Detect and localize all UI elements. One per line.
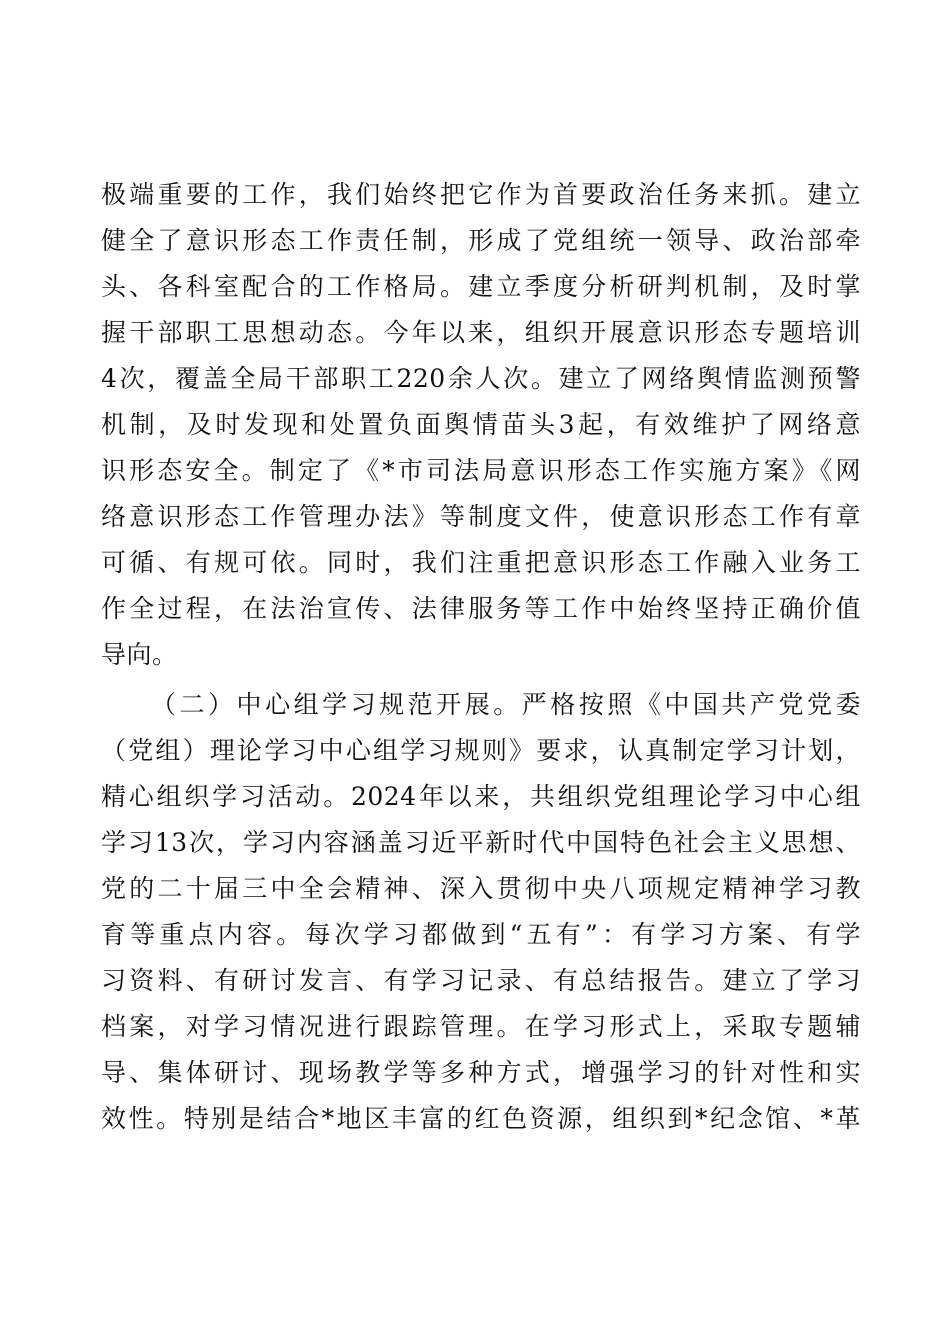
paragraph-2-line: （党组）理论学习中心组学习规则》要求，认真制定学习计划， [101, 736, 861, 765]
paragraph-1-line: 4次，覆盖全局干部职工220余人次。建立了网络舆情监测预警 [101, 364, 861, 393]
paragraph-2-line: 档案，对学习情况进行跟踪管理。在学习形式上，采取专题辅 [101, 1012, 861, 1041]
paragraph-2-line: 党的二十届三中全会精神、深入贯彻中央八项规定精神学习教 [101, 874, 861, 903]
paragraph-1-line: 识形态安全。制定了《*市司法局意识形态工作实施方案》《网 [101, 456, 861, 485]
paragraph-1-line: 络意识形态工作管理办法》等制度文件，使意识形态工作有章 [101, 502, 861, 531]
paragraph-1-line: 机制，及时发现和处置负面舆情苗头3起，有效维护了网络意 [101, 410, 861, 439]
paragraph-1-line: 作全过程，在法治宣传、法律服务等工作中始终坚持正确价值 [101, 594, 861, 623]
paragraph-1-line: 导向。 [101, 640, 178, 669]
paragraph-2-line: 精心组织学习活动。2024年以来，共组织党组理论学习中心组 [101, 782, 861, 811]
paragraph-2-line: 育等重点内容。每次学习都做到“五有”：有学习方案、有学 [101, 920, 861, 949]
paragraph-1-line: 极端重要的工作，我们始终把它作为首要政治任务来抓。建立 [101, 180, 861, 209]
paragraph-2-line: 习资料、有研讨发言、有学习记录、有总结报告。建立了学习 [101, 966, 861, 995]
paragraph-1-line: 健全了意识形态工作责任制，形成了党组统一领导、政治部牵 [101, 226, 861, 255]
paragraph-2-line: 效性。特别是结合*地区丰富的红色资源，组织到*纪念馆、*革 [101, 1104, 861, 1133]
paragraph-1-line: 可循、有规可依。同时，我们注重把意识形态工作融入业务工 [101, 548, 861, 577]
paragraph-2-line: （二）中心组学习规范开展。严格按照《中国共产党党委 [151, 690, 861, 719]
paragraph-2-line: 学习13次，学习内容涵盖习近平新时代中国特色社会主义思想、 [101, 828, 861, 857]
paragraph-1-line: 头、各科室配合的工作格局。建立季度分析研判机制，及时掌 [101, 272, 861, 301]
paragraph-2-line: 导、集体研讨、现场教学等多种方式，增强学习的针对性和实 [101, 1058, 861, 1087]
paragraph-1-line: 握干部职工思想动态。今年以来，组织开展意识形态专题培训 [101, 318, 861, 347]
